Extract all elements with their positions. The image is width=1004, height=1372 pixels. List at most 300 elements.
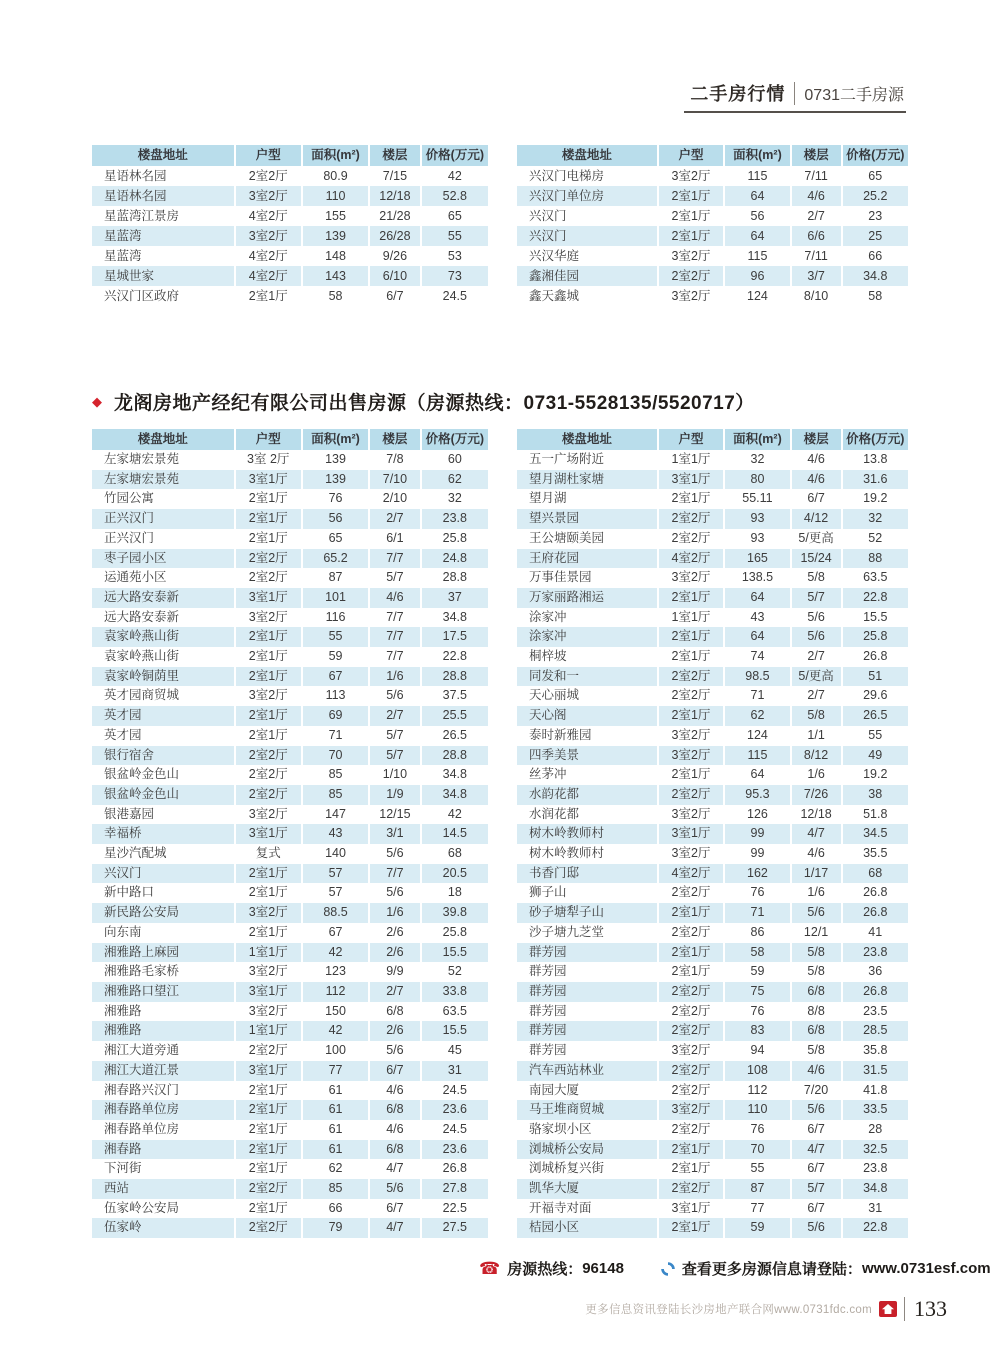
diamond-icon: ◆ bbox=[92, 393, 102, 409]
cell: 同发和一 bbox=[517, 667, 658, 687]
table-row bbox=[517, 450, 908, 470]
cell: 139 bbox=[302, 470, 369, 490]
cell: 99 bbox=[724, 844, 790, 864]
cell: 42 bbox=[302, 1021, 369, 1041]
table-row bbox=[92, 1120, 488, 1140]
cell: 55 bbox=[842, 726, 908, 746]
cell: 65 bbox=[302, 529, 369, 549]
footer-hotline-row bbox=[479, 1258, 991, 1279]
cell: 28.8 bbox=[421, 568, 488, 588]
cell: 3室2厅 bbox=[658, 726, 724, 746]
cell: 桔园小区 bbox=[517, 1218, 658, 1238]
cell: 2/6 bbox=[369, 943, 420, 963]
cell: 21/28 bbox=[369, 206, 420, 226]
table-row bbox=[517, 1120, 908, 1140]
cell: 34.8 bbox=[421, 608, 488, 628]
cell: 袁家岭铜荫里 bbox=[92, 667, 235, 687]
cell: 34.8 bbox=[421, 785, 488, 805]
table-row bbox=[517, 470, 908, 490]
phone-icon: ☎ bbox=[479, 1258, 501, 1278]
column-header: 楼层 bbox=[791, 145, 842, 166]
table-row bbox=[92, 1041, 488, 1061]
cell: 2室2厅 bbox=[658, 1179, 724, 1199]
cell: 93 bbox=[724, 529, 790, 549]
table-row bbox=[92, 1061, 488, 1081]
cell: 2室2厅 bbox=[658, 266, 724, 286]
cell: 7/15 bbox=[369, 166, 420, 186]
cell: 望月湖杜家塘 bbox=[517, 470, 658, 490]
cell: 星蓝湾 bbox=[92, 226, 235, 246]
cell: 98.5 bbox=[724, 667, 790, 687]
table-row bbox=[517, 765, 908, 785]
cell: 6/8 bbox=[369, 1140, 420, 1160]
cell: 27.5 bbox=[421, 1218, 488, 1238]
cell: 31 bbox=[842, 1199, 908, 1219]
cell: 61 bbox=[302, 1081, 369, 1101]
cell: 4室2厅 bbox=[658, 549, 724, 569]
cell: 12/18 bbox=[369, 186, 420, 206]
cell: 2室1厅 bbox=[658, 627, 724, 647]
cell: 34.5 bbox=[842, 824, 908, 844]
cell: 15.5 bbox=[421, 943, 488, 963]
bottom-strip bbox=[585, 1296, 947, 1322]
cell: 17.5 bbox=[421, 627, 488, 647]
cell: 望兴景园 bbox=[517, 509, 658, 529]
cell: 2室2厅 bbox=[658, 509, 724, 529]
cell: 6/8 bbox=[369, 1002, 420, 1022]
cell: 树木岭教师村 bbox=[529, 846, 605, 861]
cell: 62 bbox=[421, 470, 488, 490]
cell: 远大路安泰新 bbox=[92, 588, 235, 608]
cell: 银行宿舍 bbox=[92, 746, 235, 766]
cell: 2室1厅 bbox=[658, 1159, 724, 1179]
cell: 左家塘宏景苑 bbox=[104, 452, 180, 466]
table-row bbox=[517, 1179, 908, 1199]
cell: 3/7 bbox=[791, 266, 842, 286]
cell: 1/9 bbox=[369, 785, 420, 805]
cell: 星语林名园 bbox=[92, 186, 235, 206]
cell: 24.5 bbox=[421, 1081, 488, 1101]
cell: 2/6 bbox=[369, 923, 420, 943]
cell: 7/10 bbox=[369, 470, 420, 490]
cell: 开福寺对面 bbox=[529, 1200, 592, 1215]
cell: 15.5 bbox=[842, 608, 908, 628]
table-row bbox=[517, 1002, 908, 1022]
column-header: 面积(m²) bbox=[724, 429, 790, 450]
column-header: 楼层 bbox=[791, 429, 842, 450]
table-row bbox=[92, 943, 488, 963]
cell: 5/6 bbox=[369, 844, 420, 864]
cell: 1/10 bbox=[369, 765, 420, 785]
cell: 7/7 bbox=[369, 864, 420, 884]
cell: 73 bbox=[421, 266, 488, 286]
cell: 浏城桥公安局 bbox=[517, 1140, 658, 1160]
cell: 85 bbox=[302, 1179, 369, 1199]
cell: 5/6 bbox=[791, 627, 842, 647]
cell: 9/9 bbox=[369, 962, 420, 982]
cell: 28.8 bbox=[421, 746, 488, 766]
cell: 骆家坝小区 bbox=[529, 1121, 592, 1136]
table-row bbox=[517, 226, 908, 246]
cell: 3室2厅 bbox=[658, 246, 724, 266]
cell: 115 bbox=[724, 166, 790, 186]
cell: 星城世家 bbox=[92, 266, 235, 286]
cell: 2室2厅 bbox=[658, 1021, 724, 1041]
main-right-table bbox=[517, 429, 908, 1238]
cell: 2室2厅 bbox=[235, 166, 302, 186]
table-row bbox=[92, 647, 488, 667]
cell: 68 bbox=[421, 844, 488, 864]
cell: 远大路安泰新 bbox=[104, 609, 180, 624]
cell: 86 bbox=[724, 923, 790, 943]
table-row bbox=[517, 1041, 908, 1061]
cell: 2室2厅 bbox=[235, 568, 302, 588]
cell: 2室2厅 bbox=[235, 549, 302, 569]
table-row bbox=[92, 1021, 488, 1041]
cell: 复式 bbox=[235, 844, 302, 864]
cell: 湘江大道江景 bbox=[92, 1061, 235, 1081]
cell: 湘雅路 bbox=[92, 1021, 235, 1041]
cell: 马王堆商贸城 bbox=[517, 1100, 658, 1120]
cell: 70 bbox=[724, 1140, 790, 1160]
cell: 6/7 bbox=[369, 286, 420, 306]
table-row bbox=[517, 1199, 908, 1219]
cell: 3室2厅 bbox=[235, 903, 302, 923]
cell: 兴汉门 bbox=[92, 864, 235, 884]
cell: 兴汉门电梯房 bbox=[529, 169, 605, 183]
cell: 59 bbox=[302, 647, 369, 667]
cell: 2室1厅 bbox=[658, 706, 724, 726]
cell: 5/更高 bbox=[791, 667, 842, 687]
cell: 4/6 bbox=[791, 470, 842, 490]
cell: 向东南 bbox=[104, 924, 142, 939]
cell: 79 bbox=[302, 1218, 369, 1238]
cell: 85 bbox=[302, 785, 369, 805]
cell: 兴汉门单位房 bbox=[517, 186, 658, 206]
cell: 14.5 bbox=[421, 824, 488, 844]
cell: 33.5 bbox=[842, 1100, 908, 1120]
table-row bbox=[92, 1081, 488, 1101]
cell: 41.8 bbox=[842, 1081, 908, 1101]
cell: 28 bbox=[842, 1120, 908, 1140]
cell: 鑫天鑫城 bbox=[529, 289, 580, 303]
cell: 2室2厅 bbox=[235, 1041, 302, 1061]
cell: 6/7 bbox=[369, 1061, 420, 1081]
cell: 2室1厅 bbox=[658, 588, 724, 608]
cell: 5/7 bbox=[369, 746, 420, 766]
cell: 32 bbox=[724, 450, 790, 470]
cell: 2室1厅 bbox=[235, 1081, 302, 1101]
cell: 4/7 bbox=[369, 1159, 420, 1179]
section-title-text: 龙阁房地产经纪有限公司出售房源（房源热线：0731-5528135/5520717） bbox=[114, 393, 755, 414]
cell: 2室1厅 bbox=[658, 226, 724, 246]
cell: 64 bbox=[724, 588, 790, 608]
table-row bbox=[92, 1159, 488, 1179]
cell: 95.3 bbox=[724, 785, 790, 805]
cell: 45 bbox=[421, 1041, 488, 1061]
cell: 19.2 bbox=[842, 765, 908, 785]
table-row bbox=[517, 186, 908, 206]
cell: 76 bbox=[724, 1002, 790, 1022]
cell: 浏城桥复兴街 bbox=[529, 1161, 605, 1176]
cell: 1/1 bbox=[791, 726, 842, 746]
cell: 5/更高 bbox=[791, 529, 842, 549]
table-row bbox=[517, 1081, 908, 1101]
cell: 5/7 bbox=[791, 588, 842, 608]
table-row bbox=[517, 726, 908, 746]
cell: 3室2厅 bbox=[658, 844, 724, 864]
table-header-row bbox=[92, 429, 488, 450]
cell: 湘雅路 bbox=[104, 1003, 142, 1018]
cell: 32.5 bbox=[842, 1140, 908, 1160]
cell: 63.5 bbox=[842, 568, 908, 588]
cell: 123 bbox=[302, 962, 369, 982]
cell: 57 bbox=[302, 864, 369, 884]
cell: 2室1厅 bbox=[658, 962, 724, 982]
column-header: 价格(万元) bbox=[421, 429, 488, 450]
cell: 37 bbox=[421, 588, 488, 608]
cell: 伍家岭公安局 bbox=[104, 1200, 180, 1215]
table-row bbox=[517, 962, 908, 982]
cell: 22.8 bbox=[842, 1218, 908, 1238]
cell: 书香门邸 bbox=[517, 864, 658, 884]
cell: 7/7 bbox=[369, 647, 420, 667]
cell: 25.8 bbox=[421, 529, 488, 549]
cell: 23.6 bbox=[421, 1140, 488, 1160]
cell: 71 bbox=[302, 726, 369, 746]
cell: 41 bbox=[842, 923, 908, 943]
cell: 1室1厅 bbox=[235, 1021, 302, 1041]
cell: 71 bbox=[724, 903, 790, 923]
cell: 2室2厅 bbox=[658, 785, 724, 805]
table-row bbox=[92, 1199, 488, 1219]
cell: 9/26 bbox=[369, 246, 420, 266]
cell: 4/6 bbox=[369, 1081, 420, 1101]
cell: 155 bbox=[302, 206, 369, 226]
cell: 2室1厅 bbox=[658, 943, 724, 963]
table-row bbox=[517, 246, 908, 266]
cell: 2室1厅 bbox=[235, 667, 302, 687]
cell: 2室1厅 bbox=[235, 1140, 302, 1160]
cell: 群芳园 bbox=[529, 1003, 567, 1018]
cell: 3室2厅 bbox=[658, 166, 724, 186]
cell: 34.8 bbox=[421, 765, 488, 785]
cell: 5/8 bbox=[791, 1041, 842, 1061]
hotline-label: 房源热线： bbox=[507, 1261, 583, 1278]
cell: 115 bbox=[724, 746, 790, 766]
table-row bbox=[92, 627, 488, 647]
refresh-swirl-icon bbox=[660, 1261, 676, 1277]
cell: 8/12 bbox=[791, 746, 842, 766]
table-row bbox=[517, 686, 908, 706]
cell: 35.5 bbox=[842, 844, 908, 864]
cell: 4/6 bbox=[791, 1061, 842, 1081]
cell: 53 bbox=[421, 246, 488, 266]
cell: 水润花都 bbox=[529, 806, 580, 821]
cell: 2室1厅 bbox=[658, 1140, 724, 1160]
column-header: 楼盘地址 bbox=[517, 429, 658, 450]
cell: 67 bbox=[302, 667, 369, 687]
cell: 3室2厅 bbox=[235, 226, 302, 246]
house-logo-icon bbox=[879, 1301, 897, 1317]
cell: 3室2厅 bbox=[658, 1100, 724, 1120]
cell: 2室2厅 bbox=[658, 529, 724, 549]
cell: 星蓝湾江景房 bbox=[104, 209, 180, 223]
cell: 22.8 bbox=[842, 588, 908, 608]
cell: 1/6 bbox=[369, 903, 420, 923]
cell: 湘江大道旁通 bbox=[104, 1043, 180, 1058]
column-header: 楼层 bbox=[369, 145, 420, 166]
cell: 6/7 bbox=[791, 1199, 842, 1219]
table-row bbox=[517, 746, 908, 766]
cell: 2室1厅 bbox=[235, 1199, 302, 1219]
cell: 32 bbox=[842, 509, 908, 529]
cell: 西站 bbox=[92, 1179, 235, 1199]
cell: 2室2厅 bbox=[658, 1002, 724, 1022]
cell: 52 bbox=[421, 962, 488, 982]
cell: 2室1厅 bbox=[658, 489, 724, 509]
cell: 4室2厅 bbox=[235, 266, 302, 286]
page-number: 133 bbox=[914, 1296, 947, 1321]
cell: 138.5 bbox=[724, 568, 790, 588]
cell: 31.5 bbox=[842, 1061, 908, 1081]
cell: 3/1 bbox=[369, 824, 420, 844]
cell: 4室2厅 bbox=[235, 246, 302, 266]
cell: 5/8 bbox=[791, 706, 842, 726]
cell: 1室1厅 bbox=[235, 943, 302, 963]
cell: 26/28 bbox=[369, 226, 420, 246]
cell: 62 bbox=[302, 1159, 369, 1179]
cell: 万家丽路湘运 bbox=[517, 588, 658, 608]
cell: 2室1厅 bbox=[235, 883, 302, 903]
cell: 23.8 bbox=[842, 943, 908, 963]
cell: 71 bbox=[724, 686, 790, 706]
cell: 64 bbox=[724, 627, 790, 647]
cell: 69 bbox=[302, 706, 369, 726]
table-row bbox=[92, 785, 488, 805]
cell: 3室1厅 bbox=[235, 982, 302, 1002]
cell: 3室1厅 bbox=[235, 470, 302, 490]
cell: 66 bbox=[302, 1199, 369, 1219]
table-row bbox=[92, 286, 488, 306]
table-row bbox=[92, 982, 488, 1002]
cell: 5/6 bbox=[369, 686, 420, 706]
cell: 万事佳景园 bbox=[529, 570, 592, 585]
cell: 2室2厅 bbox=[658, 686, 724, 706]
table-row bbox=[92, 489, 488, 509]
cell: 5/6 bbox=[369, 883, 420, 903]
cell: 24.5 bbox=[421, 1120, 488, 1140]
cell: 2/7 bbox=[791, 686, 842, 706]
cell: 25.2 bbox=[842, 186, 908, 206]
cell: 6/10 bbox=[369, 266, 420, 286]
cell: 26.5 bbox=[842, 706, 908, 726]
table-row bbox=[92, 824, 488, 844]
cell: 1/6 bbox=[791, 765, 842, 785]
cell: 87 bbox=[724, 1179, 790, 1199]
cell: 5/6 bbox=[369, 1179, 420, 1199]
cell: 24.5 bbox=[421, 286, 488, 306]
cell: 65 bbox=[421, 206, 488, 226]
cell: 湘雅路毛家桥 bbox=[104, 964, 180, 979]
cell: 正兴汉门 bbox=[104, 530, 155, 545]
cell: 20.5 bbox=[421, 864, 488, 884]
table-row bbox=[517, 286, 908, 306]
cell: 24.8 bbox=[421, 549, 488, 569]
cell: 丝茅冲 bbox=[529, 767, 567, 782]
cell: 5/8 bbox=[791, 962, 842, 982]
cell: 112 bbox=[724, 1081, 790, 1101]
cell: 8/8 bbox=[791, 1002, 842, 1022]
cell: 49 bbox=[842, 746, 908, 766]
cell: 泰时新雅园 bbox=[529, 727, 592, 742]
cell: 沙子塘九芝堂 bbox=[529, 924, 605, 939]
cell: 群芳园 bbox=[529, 964, 567, 979]
column-header: 户型 bbox=[235, 145, 302, 166]
cell: 42 bbox=[302, 943, 369, 963]
table-row bbox=[92, 568, 488, 588]
cell: 左家塘宏景苑 bbox=[92, 470, 235, 490]
cell: 7/11 bbox=[791, 246, 842, 266]
table-row bbox=[92, 529, 488, 549]
cell: 3室2厅 bbox=[235, 186, 302, 206]
cell: 2室1厅 bbox=[235, 647, 302, 667]
cell: 58 bbox=[302, 286, 369, 306]
column-header: 面积(m²) bbox=[302, 429, 369, 450]
table-row bbox=[517, 864, 908, 884]
table-row bbox=[517, 706, 908, 726]
table-row bbox=[92, 470, 488, 490]
table-row bbox=[92, 1002, 488, 1022]
cell: 2/6 bbox=[369, 1021, 420, 1041]
cell: 57 bbox=[302, 883, 369, 903]
cell: 4/6 bbox=[791, 186, 842, 206]
cell: 96 bbox=[724, 266, 790, 286]
table-row bbox=[92, 588, 488, 608]
cell: 2室1厅 bbox=[235, 529, 302, 549]
table-header-row bbox=[517, 145, 908, 166]
cell: 139 bbox=[302, 450, 369, 470]
cell: 23.5 bbox=[842, 1002, 908, 1022]
cell: 110 bbox=[302, 186, 369, 206]
table-header-row bbox=[92, 145, 488, 166]
cell: 88.5 bbox=[302, 903, 369, 923]
cell: 112 bbox=[302, 982, 369, 1002]
cell: 65 bbox=[842, 166, 908, 186]
site-url: www.0731esf.com bbox=[861, 1260, 991, 1277]
cell: 3室2厅 bbox=[235, 805, 302, 825]
cell: 77 bbox=[302, 1061, 369, 1081]
cell: 28.5 bbox=[842, 1021, 908, 1041]
cell: 5/7 bbox=[791, 1179, 842, 1199]
column-header: 面积(m²) bbox=[724, 145, 790, 166]
cell: 水韵花都 bbox=[517, 785, 658, 805]
cell: 3室 2厅 bbox=[235, 450, 302, 470]
cell: 38 bbox=[842, 785, 908, 805]
cell: 3室2厅 bbox=[235, 686, 302, 706]
cell: 25.5 bbox=[421, 706, 488, 726]
cell: 23.8 bbox=[842, 1159, 908, 1179]
cell: 湘雅路上麻园 bbox=[92, 943, 235, 963]
cell: 2室1厅 bbox=[658, 647, 724, 667]
cell: 2室2厅 bbox=[658, 1120, 724, 1140]
table-row bbox=[517, 206, 908, 226]
cell: 26.8 bbox=[842, 647, 908, 667]
cell: 162 bbox=[724, 864, 790, 884]
cell: 42 bbox=[421, 166, 488, 186]
cell: 2/7 bbox=[791, 647, 842, 667]
cell: 15.5 bbox=[421, 1021, 488, 1041]
